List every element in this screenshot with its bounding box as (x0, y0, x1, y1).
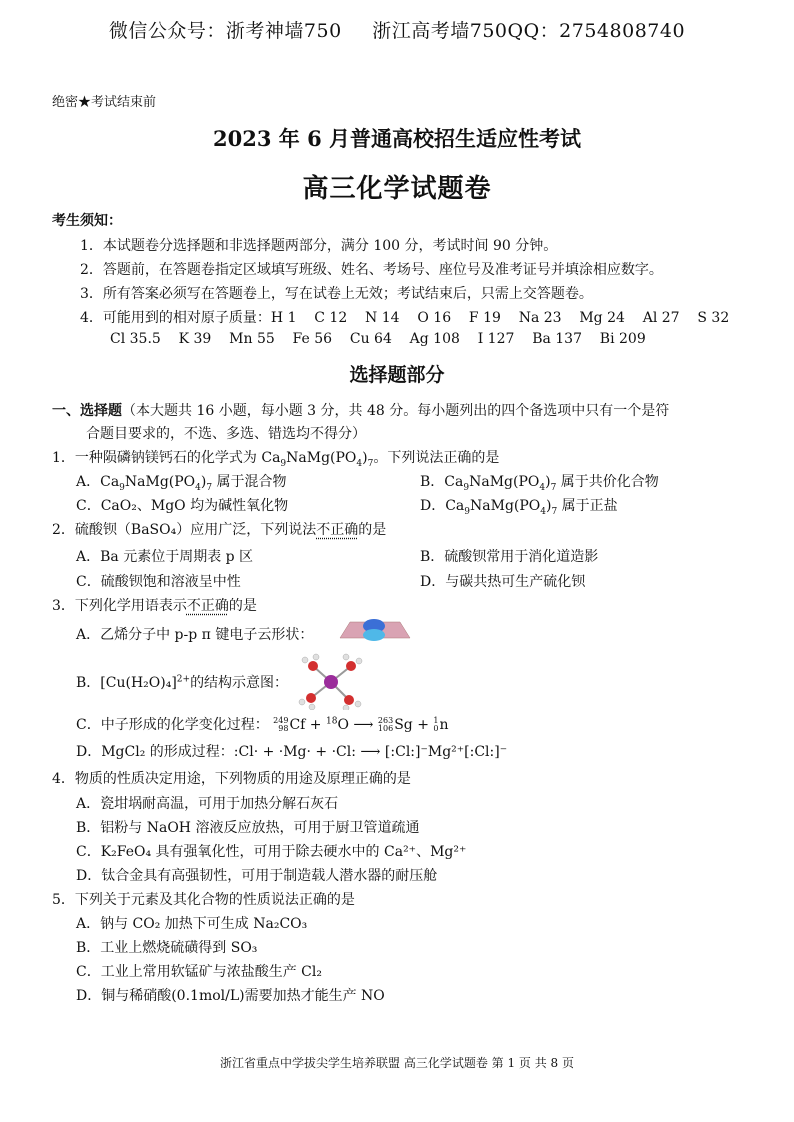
notice-item: 4．可能用到的相对原子质量：H 1 C 12 N 14 O 16 F 19 Na 23 Mg 24 Al 27 S 32 (80, 310, 730, 326)
paper-title: 高三化学试题卷 (302, 174, 492, 204)
q3-option-d[interactable]: D．MgCl₂ 的形成过程：:Cl· + ·Mg· + ·Cl: ⟶ [:Cl:]⁻Mg²⁺[:Cl:]⁻ (76, 744, 508, 760)
q4-option-d[interactable]: D．钛合金具有高强韧性，可用于制造载人潜水器的耐压舱 (76, 868, 438, 884)
q4-option-c[interactable]: C．K₂FeO₄ 具有强氧化性，可用于除去硬水中的 Ca²⁺、Mg²⁺ (76, 844, 467, 860)
top-banner (0, 16, 794, 43)
atomic-masses-line2: Cl 35.5 K 39 Mn 55 Fe 56 Cu 64 Ag 108 I 127 Ba 137 Bi 209 (110, 331, 646, 347)
cu-aqua-complex-image (294, 652, 368, 710)
notice-item: 2．答题前，在答题卷指定区域填写班级、姓名、考场号、座位号及准考证号并填涂相应数字。 (80, 262, 663, 278)
part-one-header (52, 400, 669, 420)
q5-option-a[interactable]: A．钠与 CO₂ 加热下可生成 Na₂CO₃ (76, 916, 308, 932)
question-1-stem: 1．一种陨磷钠镁钙石的化学式为 $Ca_9NaMg(PO_4)_7$。下列说法正确的是 (52, 450, 500, 469)
question-2-stem: 2．硫酸钡（BaSO₄）应用广泛，下列说法不正确的是 (52, 522, 387, 538)
emphasis-not-correct: 不正确 (316, 522, 359, 538)
mgcl2-formation-equation: :Cl· + ·Mg· + ·Cl: ⟶ [:Cl:]⁻Mg²⁺[:Cl:]⁻ (233, 744, 508, 760)
q1-option-c[interactable]: C．CaO₂、MgO 均为碱性氧化物 (76, 498, 289, 514)
pi-bond-cloud-image (334, 616, 414, 644)
question-3-stem: 3．下列化学用语表示不正确的是 (52, 598, 257, 614)
q3-option-c[interactable]: C．中子形成的化学变化过程： 249 98Cf + $^{18}$O ⟶ 263 106Sg + 1 0n (76, 716, 449, 733)
section-title: 选择题部分 (349, 364, 445, 386)
q5-option-c[interactable]: C．工业上常用软锰矿与浓盐酸生产 Cl₂ (76, 964, 322, 980)
notice-heading: 考生须知： (52, 213, 122, 229)
exam-title: 2023 年 6 月普通高校招生适应性考试 (213, 126, 581, 151)
q1-option-a[interactable]: A．$Ca_9NaMg(PO_4)_7$ 属于混合物 (76, 474, 287, 493)
q4-option-a[interactable]: A．瓷坩埚耐高温，可用于加热分解石灰石 (76, 796, 339, 812)
notice-item: 1．本试题卷分选择题和非选择题两部分，满分 100 分，考试时间 90 分钟。 (80, 238, 558, 254)
part-one-desc: （本大题共 16 小题，每小题 3 分，共 48 分。每小题列出的四个备选项中只有一个是符 (122, 403, 670, 419)
q1-option-d[interactable]: D．$Ca_9NaMg(PO_4)_7$ 属于正盐 (420, 498, 618, 517)
q2-option-c[interactable]: C．硫酸钡饱和溶液呈中性 (76, 574, 241, 590)
q3-option-b[interactable]: B．$[Cu(H_2O)_4]^{2+}$的结构示意图： (76, 674, 289, 691)
q3-option-a[interactable]: A．乙烯分子中 p-p π 键电子云形状： (76, 627, 314, 643)
q1-option-b[interactable]: B．$Ca_9NaMg(PO_4)_7$ 属于共价化合物 (420, 474, 659, 493)
confidential-mark: 绝密★考试结束前 (52, 95, 157, 110)
q2-option-a[interactable]: A．Ba 元素位于周期表 p 区 (76, 549, 254, 565)
notice-item: 3．所有答案必须写在答题卷上，写在试卷上无效；考试结束后，只需上交答题卷。 (80, 286, 593, 302)
part-one-label: 一、选择题 (52, 403, 122, 419)
q2-option-b[interactable]: B．硫酸钡常用于消化道造影 (420, 549, 599, 565)
q2-option-d[interactable]: D．与碳共热可生产硫化钡 (420, 574, 586, 590)
q4-option-b[interactable]: B．铝粉与 NaOH 溶液反应放热，可用于厨卫管道疏通 (76, 820, 420, 836)
banner-wechat: 微信公众号：浙考神墙750 (108, 20, 342, 42)
q5-option-d[interactable]: D．铜与稀硝酸(0.1mol/L)需要加热才能生产 NO (76, 988, 385, 1004)
part-one-desc-cont: 合题目要求的，不选、多选、错选均不得分） (86, 426, 366, 442)
question-4-stem: 4．物质的性质决定用途，下列物质的用途及原理正确的是 (52, 771, 411, 787)
emphasis-not-correct: 不正确 (186, 598, 229, 614)
banner-qq: 浙江高考墙750QQ：2754808740 (372, 20, 686, 42)
q5-option-b[interactable]: B．工业上燃烧硫磺得到 SO₃ (76, 940, 258, 956)
question-5-stem: 5．下列关于元素及其化合物的性质说法正确的是 (52, 892, 355, 908)
page-footer: 浙江省重点中学拔尖学生培养联盟 高三化学试题卷 第 1 页 共 8 页 (220, 1056, 574, 1070)
